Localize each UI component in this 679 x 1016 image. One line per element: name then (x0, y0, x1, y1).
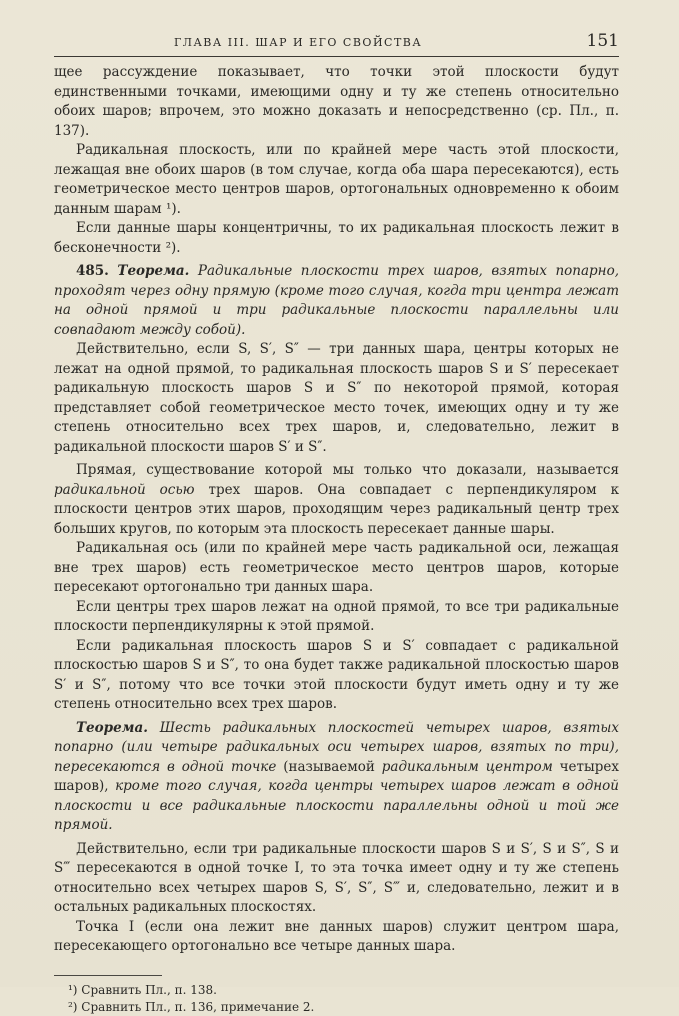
theorem-485 (54, 262, 619, 340)
theorem-heading: Теорема. (76, 719, 148, 736)
theorem-radical-center: Теорема. Шесть радикальных плоскостей четырех шаров, взятых попарно (или четыре радикальных оси четырех шаров, взятых по три), пересекаются в одной точке (называемой радикальным центром четырех шаров), кроме того случая, когда центры четырех шаров лежат в одной плоскости и все радикальные плоскости параллельны одной и той же прямой. (54, 719, 619, 833)
page-header (54, 31, 619, 57)
page-body (54, 63, 619, 957)
paragraph: щее рассуждение показывает, что точки этой плоскости будут единственными точками, имеющими одну и ту же степень относительно обоих шаров; впрочем, это можно доказать и непосредственно (ср. Пл., п. 137). (54, 64, 619, 139)
paragraph: Если данные шары концентричны, то их радикальная плоскость лежит в бесконечности ²). (54, 220, 619, 256)
term-radical-axis: радикальной осью (54, 481, 195, 498)
footnote: ²) Сравнить Пл., п. 136, примечание 2. (68, 999, 315, 1014)
theorem-statement: Радикальные плоскости трех шаров, взятых попарно, проходят через одну прямую (кроме того случая, когда три центра лежат на одной прямой и три радикальные плоскости параллельны или совпадают между собой). (54, 263, 619, 338)
paragraph: Прямая, существование которой мы только что доказали, называется радикальной осью трех шаров. Она совпадает с перпендикуляром к плоскости центров этих шаров, проходящим через радикальный центр трех больших кругов, по которым эта плоскость пересекает данные шары. (54, 462, 620, 537)
paragraph: Если радикальная плоскость шаров S и S′ совпадает с радикальной плоскостью шаров S и S″, то она будет также радикальной плоскостью шаров S′ и S″, потому что все точки этой плоскости будут иметь одну и ту же степень относительно всех трех шаров. (54, 637, 619, 712)
running-title: ГЛАВА III. ШАР И ЕГО СВОЙСТВА (174, 36, 423, 49)
paragraph: Действительно, если три радикальные плоскости шаров S и S′, S и S″, S и S‴ пересекаются в одной точке I, то эта точка имеет одну и ту же степень относительно всех четырех шаров S, S′, S″, S‴ и, следовательно, лежит и в остальных радикальных плоскостях. (54, 840, 619, 915)
paragraph: Радикальная плоскость, или по крайней мере часть этой плоскости, лежащая вне обоих шаров (в том случае, когда оба шара пересекаются), есть геометрическое место центров шаров, ортогональных одновременно к обоим данным шарам ¹). (54, 142, 619, 217)
paragraph: Если центры трех шаров лежат на одной прямой, то все три радикальные плоскости перпендикулярны к этой прямой. (54, 598, 619, 634)
section-number: 485. (76, 263, 109, 279)
term-radical-center: радикальным центром (381, 758, 553, 775)
footnote-rule (54, 975, 162, 976)
footnote: ¹) Сравнить Пл., п. 138. (68, 982, 217, 997)
paragraph: Радикальная ось (или по крайней мере часть радикальной оси, лежащая вне трех шаров) есть геометрическое место центров шаров, которые пересекают ортогонально три данных шара. (54, 540, 619, 595)
paragraph: Точка I (если она лежит вне данных шаров) служит центром шара, пересекающего ортогонально все четыре данных шара. (54, 918, 619, 954)
theorem-heading: Теорема. (117, 263, 190, 279)
paragraph: Действительно, если S, S′, S″ — три данных шара, центры которых не лежат на одной прямой, то радикальная плоскость шаров S и S′ пересекает радикальную плоскость шаров S и S″ по некоторой прямой, которая представляет собой геометрическое место точек, имеющих одну и ту же степень относительно всех трех шаров, и, следовательно, лежит в радикальной плоскости шаров S′ и S″. (54, 341, 619, 455)
page-number: 151 (586, 31, 619, 51)
